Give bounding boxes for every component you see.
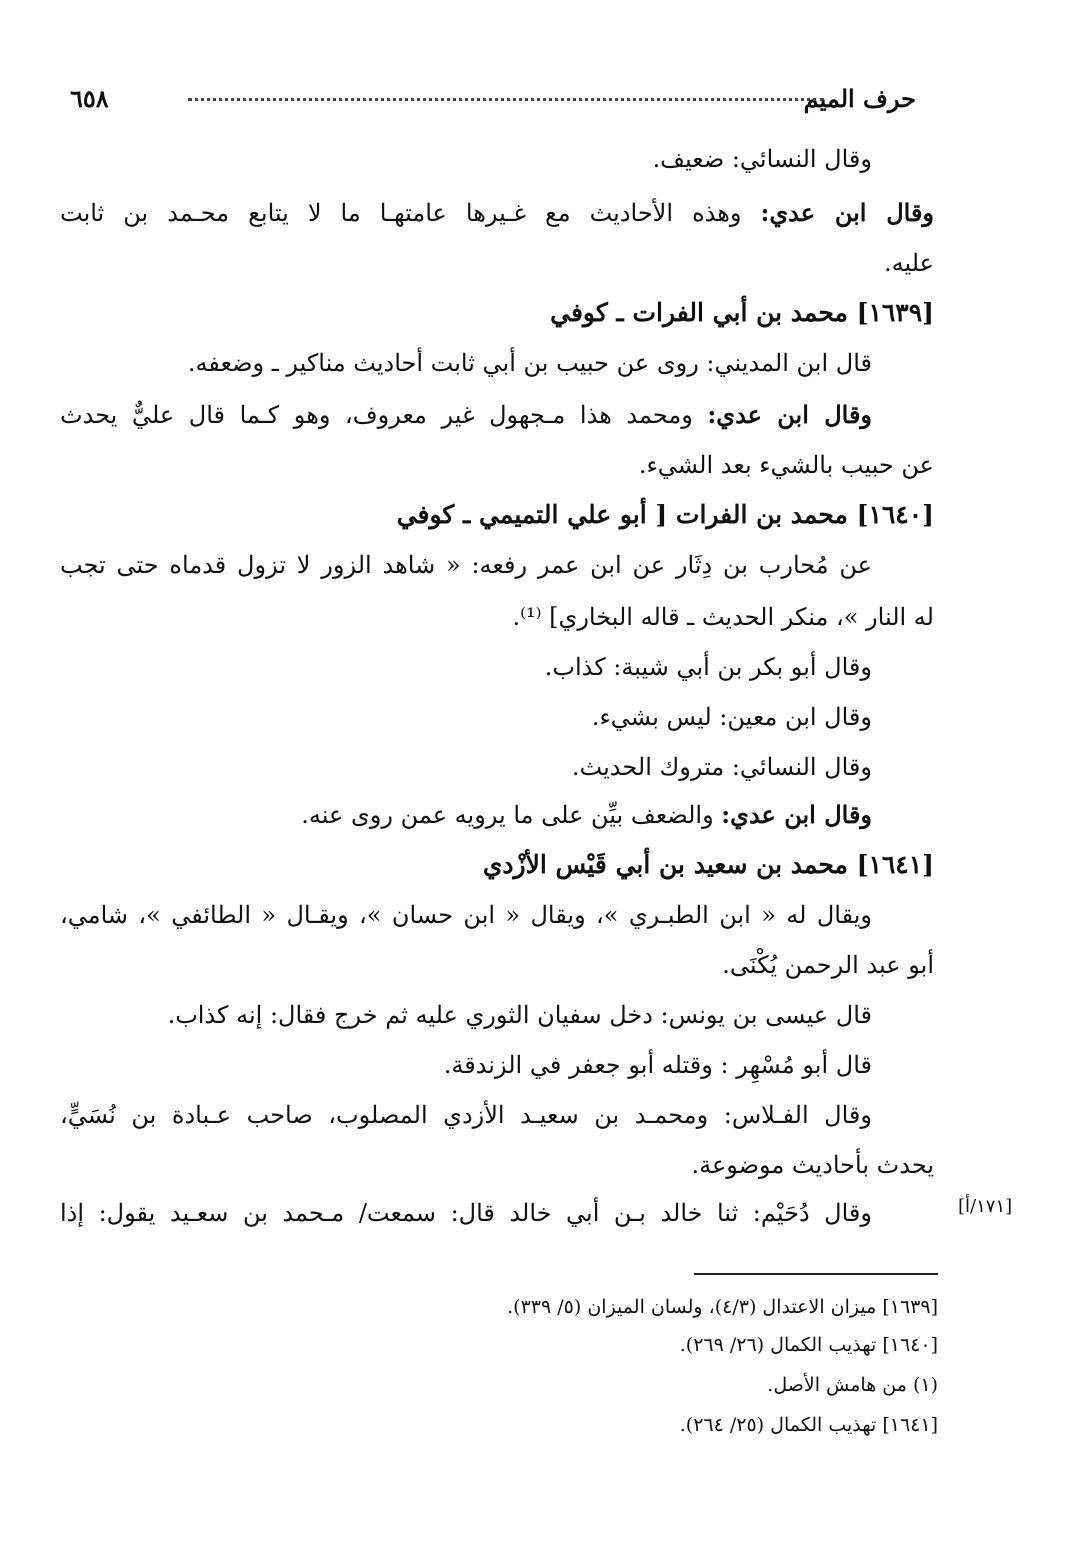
text-line: عليه. bbox=[883, 249, 934, 277]
text-line: عن مُحارب بن دِثَار عن ابن عمر رفعه: « شاهد الزور لا تزول قدماه حتى تجب bbox=[60, 551, 872, 579]
text-line bbox=[60, 396, 872, 438]
text-line: أبو عبد الرحمن يُكْنَى. bbox=[722, 951, 934, 979]
text-line: وقال أبو بكر بن أبي شيبة: كذاب. bbox=[544, 653, 872, 681]
footnote-separator bbox=[694, 1273, 938, 1275]
text-line: وقال النسائي: ضعيف. bbox=[652, 145, 872, 173]
page-header bbox=[0, 80, 1084, 120]
text-line: قال ابن المديني: روى عن حبيب بن أبي ثابت أحاديث مناكير ـ وضعفه. bbox=[187, 349, 872, 377]
text-line: وقال النسائي: متروك الحديث. bbox=[571, 753, 872, 781]
text-span: ومحمد هذا مـجهول غير معروف، وهو كـما قال عليٌّ يحدث bbox=[60, 401, 708, 429]
entry-title-1640: [١٦٤٠] محمد بن الفرات [ أبو علي التميمي ـ كوفي bbox=[396, 500, 934, 529]
text-span: وهذه الأحاديث مع غـيرها عامتهـا ما لا يتابع محـمد بن ثابت bbox=[60, 199, 761, 227]
text-line: وقال ابن معين: ليس بشيء. bbox=[591, 703, 872, 731]
speaker-label: وقال ابن عدي: bbox=[707, 400, 872, 429]
speaker-label: وقال ابن عدي: bbox=[721, 800, 872, 829]
text-line: ويقال له « ابن الطبـري »، ويقال « ابن حسان »، ويقـال « الطائفي »، شامي، bbox=[60, 901, 872, 929]
header-dotted-rule bbox=[188, 98, 824, 101]
text-line: له النار »، منكر الحديث ـ قاله البخاري] ⁽¹⁾. bbox=[512, 603, 934, 631]
text-line: يحدث بأحاديث موضوعة. bbox=[691, 1151, 934, 1179]
footnote: [١٦٤١] تهذيب الكمال (٢٥/ ٢٦٤). bbox=[679, 1414, 938, 1436]
text-line: وقال دُحَيْم: ثنا خالد بـن أبي خالد قال: سمعت/ مـحمد بن سعـيد يقول: إذا bbox=[60, 1199, 872, 1227]
text-line bbox=[60, 796, 872, 838]
text-line: عن حبيب بالشيء بعد الشيء. bbox=[638, 451, 934, 479]
running-title: حرف الميم bbox=[803, 84, 916, 113]
entry-title-1641: [١٦٤١] محمد بن سعيد بن أبي قَيْس الأزْدي bbox=[482, 850, 934, 879]
page-number: ٦٥٨ bbox=[70, 84, 109, 113]
entry-title-1639: [١٦٣٩] محمد بن أبي الفرات ـ كوفي bbox=[550, 298, 934, 327]
text-span: والضعف بيِّن على ما يرويه عمن روى عنه. bbox=[301, 801, 722, 829]
text-line: وقال الفـلاس: ومحمـد بن سعيـد الأزدي المصلوب، صاحب عـبادة بن نُسَيٍّ، bbox=[60, 1101, 872, 1129]
footnote: [١٦٤٠] تهذيب الكمال (٢٦/ ٢٦٩). bbox=[679, 1334, 938, 1356]
text-line: قال عيسى بن يونس: دخل سفيان الثوري عليه ثم خرج فقال: إنه كذاب. bbox=[167, 1001, 872, 1029]
footnote: (١) من هامش الأصل. bbox=[767, 1374, 938, 1396]
text-line bbox=[60, 194, 934, 236]
text-line: قال أبو مُسْهِر : وقتله أبو جعفر في الزندقة. bbox=[443, 1051, 872, 1079]
manuscript-folio-ref: [١٧١/أ] bbox=[958, 1196, 1013, 1217]
footnote: [١٦٣٩] ميزان الاعتدال (٤/٣)، ولسان الميزان (٥/ ٣٣٩). bbox=[507, 1296, 938, 1318]
speaker-label: وقال ابن عدي: bbox=[760, 198, 934, 227]
